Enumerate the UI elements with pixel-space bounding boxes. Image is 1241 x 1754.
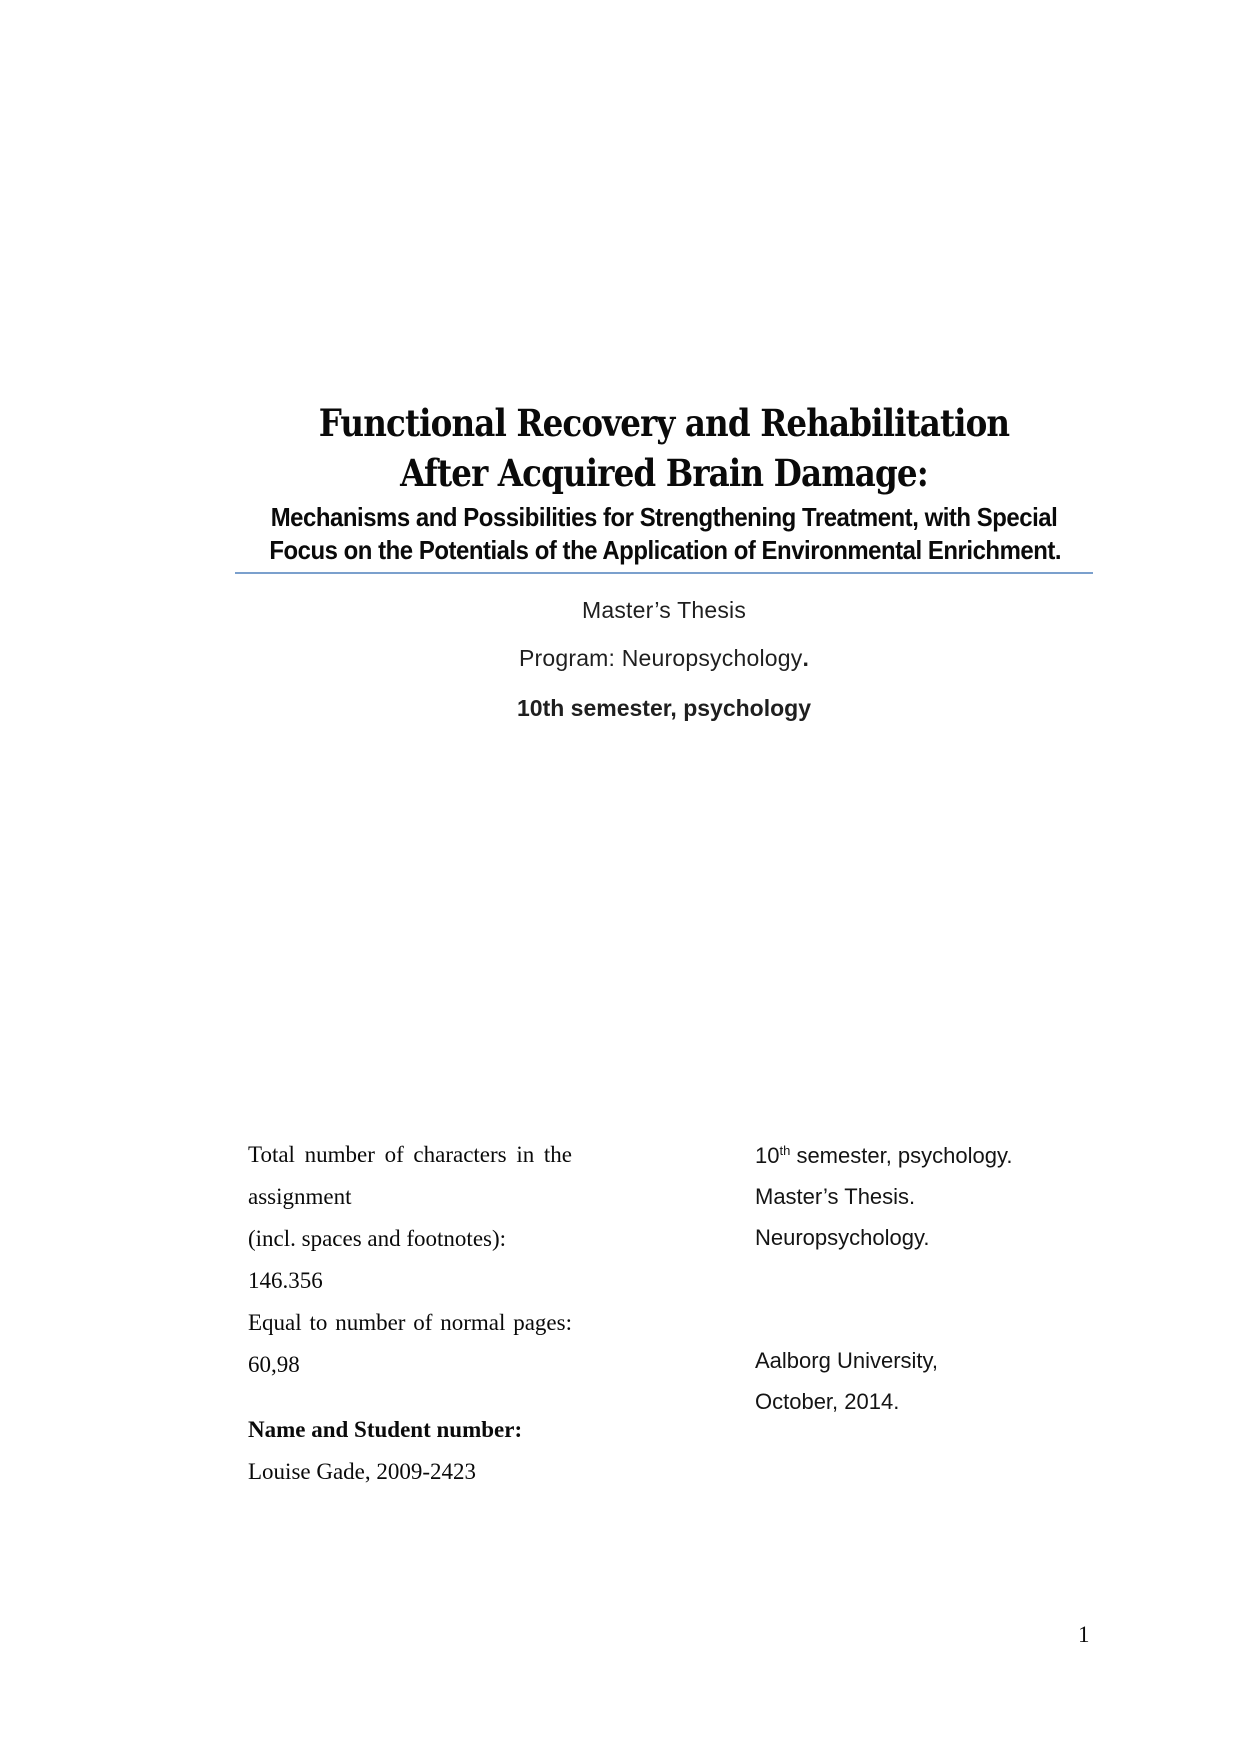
semester-detail-rest: semester, psychology. — [790, 1143, 1013, 1168]
name-student-number-value: Louise Gade, 2009-2423 — [248, 1459, 477, 1484]
program-details-block — [755, 1135, 1085, 1422]
character-count-line-1: Total number of characters in the — [248, 1142, 572, 1167]
semester-detail-line — [755, 1135, 1085, 1176]
document-subtitle — [235, 501, 1093, 574]
character-count-line-2: assignment — [248, 1184, 352, 1209]
page-number: 1 — [1078, 1622, 1090, 1647]
title-line-1: Functional Recovery and Rehabilitation — [318, 401, 1010, 445]
assignment-details-block — [248, 1134, 572, 1493]
semester-line: 10th semester, psychology — [516, 695, 811, 721]
program-period: . — [802, 645, 810, 671]
normal-pages-line-2: 60,98 — [248, 1352, 300, 1377]
subtitle-line-2: Focus on the Potentials of the Application of Environmental Enrichment. — [269, 535, 1062, 565]
program-text: Program: Neuropsychology — [518, 645, 803, 671]
normal-pages-line-1: Equal to number of normal pages: — [248, 1310, 572, 1335]
program-detail-line: Neuropsychology. — [755, 1225, 930, 1250]
semester-number: 10 — [755, 1143, 780, 1168]
semester-ordinal-suffix: th — [779, 1143, 791, 1158]
thesis-detail-line: Master’s Thesis. — [755, 1184, 916, 1209]
details-spacer — [755, 1258, 1085, 1340]
subtitle-line-1: Mechanisms and Possibilities for Strengthening Treatment, with Special — [270, 502, 1058, 532]
name-student-number-label: Name and Student number: — [248, 1417, 523, 1442]
date-line: October, 2014. — [755, 1389, 900, 1414]
document-title — [235, 398, 1093, 498]
title-line-2: After Acquired Brain Damage: — [400, 451, 928, 495]
character-count-line-3: (incl. spaces and footnotes): 146.356 — [248, 1226, 507, 1293]
thesis-type-line: Master’s Thesis — [581, 597, 747, 623]
university-line: Aalborg University, — [755, 1348, 938, 1373]
program-line — [235, 645, 1093, 672]
